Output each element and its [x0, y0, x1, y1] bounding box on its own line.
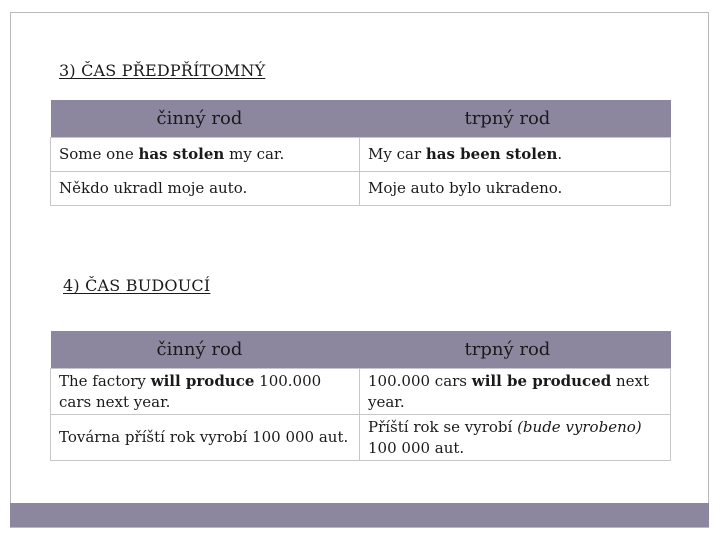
cell-active-sentence: [51, 369, 360, 415]
cell-passive-translation: [360, 415, 671, 461]
cell-active-sentence: [51, 138, 360, 172]
sentence-part: next year.: [368, 371, 650, 411]
sentence-part: 100 000 aut.: [368, 438, 465, 457]
verb-phrase: will produce: [150, 371, 255, 390]
table-row: [51, 369, 671, 415]
header-active-voice: činný rod: [51, 331, 360, 369]
table-header-row: [51, 331, 671, 369]
sentence-part: my car.: [224, 145, 285, 163]
footer-bar: [10, 503, 709, 527]
table-row: [51, 172, 671, 206]
table-row: [51, 415, 671, 461]
parenthetical-note: (bude vyrobeno): [517, 417, 642, 436]
sentence-part: Příští rok se vyrobí: [368, 417, 518, 436]
cell-passive-sentence: [360, 369, 671, 415]
sentence-part: Továrna příští rok vyrobí 100 000 aut.: [59, 428, 349, 446]
cell-passive-translation: [360, 172, 671, 206]
table-row: [51, 138, 671, 172]
header-active-voice: činný rod: [51, 100, 360, 138]
cell-passive-sentence: [360, 138, 671, 172]
sentence-part: 100.000 cars: [368, 371, 472, 390]
sentence-part: Někdo ukradl moje auto.: [59, 179, 248, 197]
section-heading-present-perfect: 3) ČAS PŘEDPŘÍTOMNÝ: [59, 61, 266, 80]
header-passive-voice: trpný rod: [360, 331, 671, 369]
sentence-part: The factory: [59, 371, 151, 390]
voice-table-future: [50, 331, 671, 461]
header-passive-voice: trpný rod: [360, 100, 671, 138]
sentence-part: 100.000 cars next year.: [59, 371, 322, 411]
sentence-part: Some one: [59, 145, 139, 163]
table-header-row: [51, 100, 671, 138]
cell-active-translation: [51, 415, 360, 461]
verb-phrase: has been stolen: [425, 145, 558, 163]
sentence-part: My car: [368, 145, 426, 163]
section-heading-future: 4) ČAS BUDOUCÍ: [63, 276, 211, 295]
verb-phrase: will be produced: [471, 371, 612, 390]
cell-active-translation: [51, 172, 360, 206]
sentence-part: Moje auto bylo ukradeno.: [368, 179, 563, 197]
sentence-part: .: [557, 145, 563, 163]
verb-phrase: has stolen: [138, 145, 225, 163]
voice-table-present-perfect: [50, 100, 671, 206]
